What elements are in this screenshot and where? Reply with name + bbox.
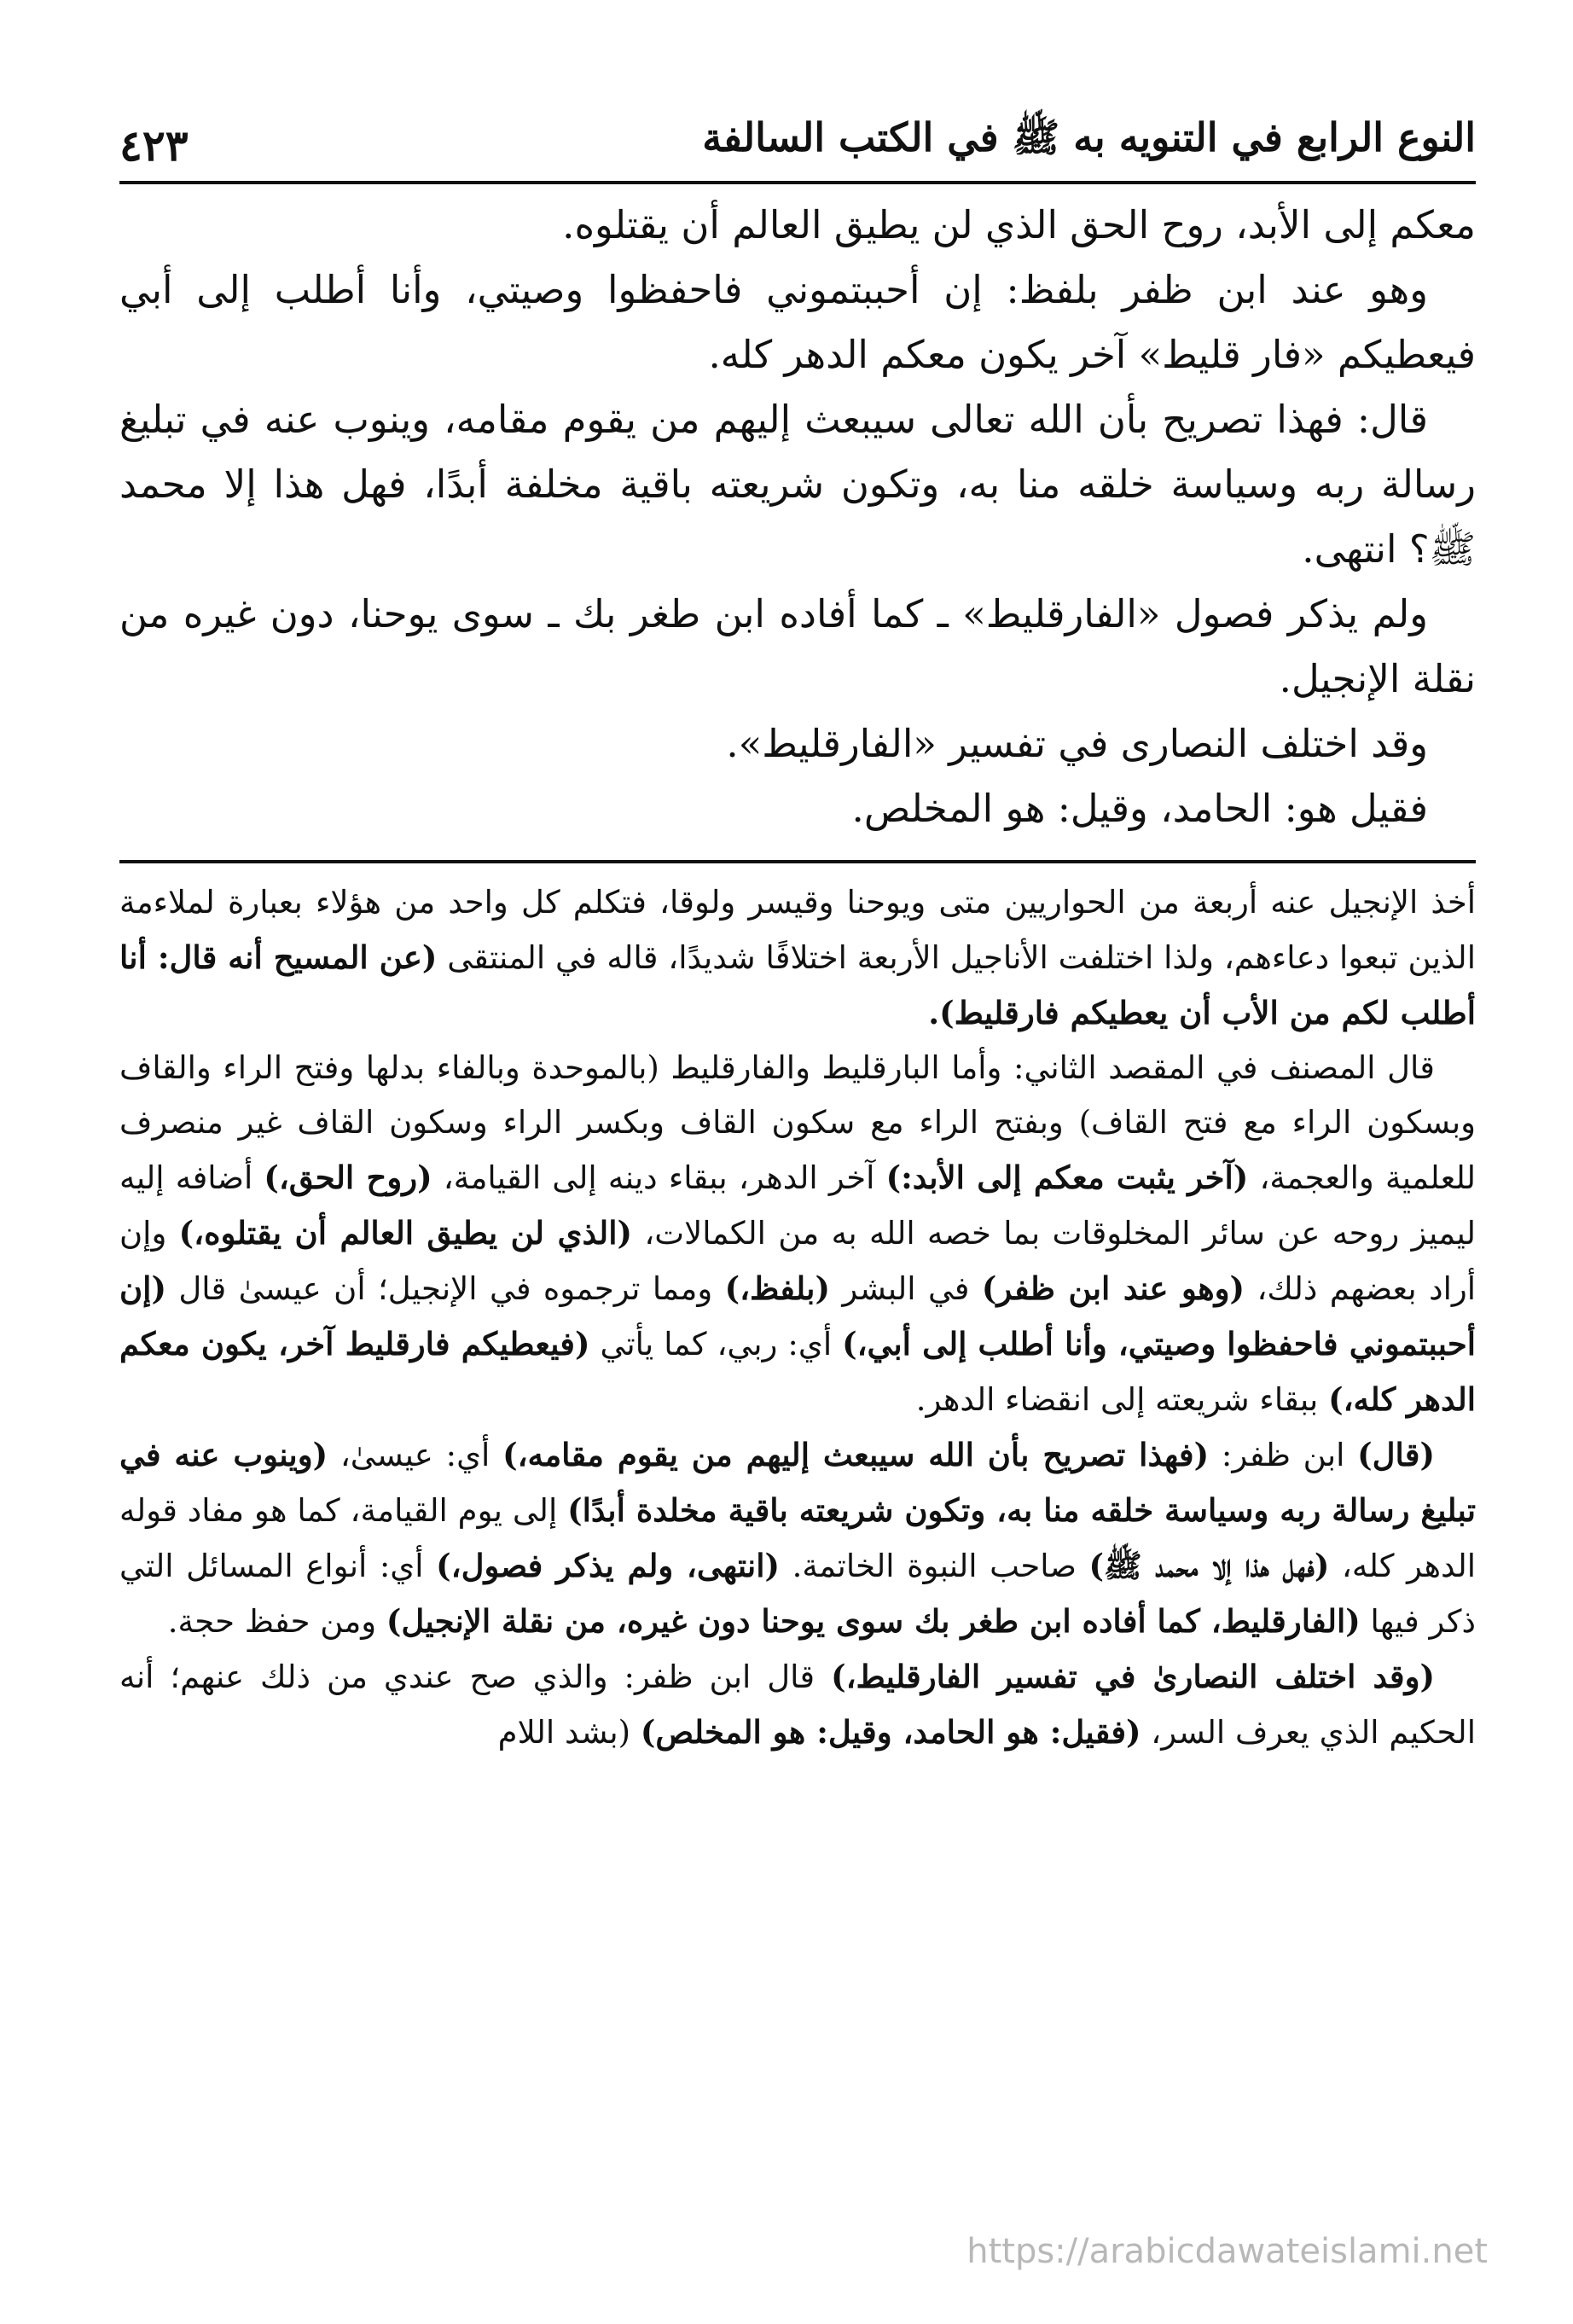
main-paragraph: قال: فهذا تصريح بأن الله تعالى سيبعث إليهم من يقوم مقامه، وينوب عنه في تبليغ رسالة ربه وسياسة خلقه منا به، وتكون شريعته باقية مخلفة أبدًا، فهل هذا إلا محمد ﷺ؟ انتهى. xyxy=(119,397,1476,572)
commentary-text: وإن أراد بعضهم ذلك، xyxy=(119,1215,1477,1307)
quoted-text: (عن المسيح أنه قال: أنا أطلب لكم من الأب أن يعطيكم فارقليط). xyxy=(119,938,1476,1031)
commentary-paragraph xyxy=(119,1649,1476,1760)
main-paragraph: وهو عند ابن ظفر بلفظ: إن أحببتموني فاحفظوا وصيتي، وأنا أطلب إلى أبي فيعطيكم «فار قليط» آخر يكون معكم الدهر كله. xyxy=(119,267,1476,377)
page-number: ٤٢٣ xyxy=(119,120,189,171)
running-title: النوع الرابع في التنويه به ﷺ في الكتب السالفة xyxy=(702,114,1476,160)
commentary-text: آخر الدهر، ببقاء دينه إلى القيامة، xyxy=(432,1159,886,1196)
quoted-text: (انتهى، ولم يذكر فصول،) xyxy=(436,1547,780,1584)
commentary-text: ومن حفظ حجة. xyxy=(167,1603,386,1640)
commentary-text: ابن ظفر: xyxy=(1209,1437,1358,1473)
quoted-text: (فقيل: هو الحامد، وقيل: هو المخلص) xyxy=(640,1713,1141,1751)
commentary-text: أي: أنواع المسائل التي ذكر فيها xyxy=(119,1548,1476,1640)
commentary-text: في البشر xyxy=(829,1270,982,1307)
commentary-section xyxy=(119,875,1476,1760)
commentary-paragraph xyxy=(119,875,1476,1041)
main-paragraph: فقيل هو: الحامد، وقيل: هو المخلص. xyxy=(851,786,1428,831)
quoted-text: (الذي لن يطيق العالم أن يقتلوه،) xyxy=(178,1214,632,1252)
quoted-text: (فهذا تصريح بأن الله سيبعث إليهم من يقوم مقامه،) xyxy=(502,1436,1210,1473)
section-divider xyxy=(119,860,1476,863)
main-paragraph: وقد اختلف النصارى في تفسير «الفارقليط». xyxy=(726,721,1428,766)
commentary-paragraph xyxy=(119,1041,1476,1427)
quoted-text: (الفارقليط، كما أفاده ابن طغر بك سوى يوحنا دون غيره، من نقلة الإنجيل) xyxy=(386,1602,1361,1640)
commentary-text: ومما ترجموه في الإنجيل؛ أن عيسىٰ قال xyxy=(165,1270,725,1307)
quoted-text: (روح الحق،) xyxy=(264,1159,432,1196)
watermark: https://arabicdawateislami.net xyxy=(966,2232,1488,2271)
commentary-text: أي: عيسىٰ، xyxy=(328,1437,503,1473)
quoted-text: (آخر يثبت معكم إلى الأبد:) xyxy=(885,1159,1249,1196)
commentary-text: قال ابن ظفر: والذي صح عندي من ذلك عنهم؛ أنه الحكيم الذي يعرف السر، xyxy=(119,1659,1476,1751)
commentary-text: صاحب النبوة الخاتمة. xyxy=(780,1548,1089,1584)
commentary-text: أي: ربي، كما يأتي xyxy=(589,1326,843,1362)
quoted-text: (فيعطيكم فارقليط آخر، يكون معكم الدهر كله،) xyxy=(119,1325,1476,1418)
main-paragraph: معكم إلى الأبد، روح الحق الذي لن يطيق العالم أن يقتلوه. xyxy=(562,202,1476,247)
book-page xyxy=(119,94,1476,2244)
commentary-paragraph xyxy=(119,1427,1476,1649)
commentary-text: قال المصنف في المقصد الثاني: وأما البارقليط والفارقليط (بالموحدة وبالفاء بدلها وفتح الراء والقاف وبسكون الراء مع فتح القاف) وبفتح الراء مع سكون القاف وبكسر الراء وسكون القاف غير منصرف للعلمية والعجمة، xyxy=(119,1049,1476,1196)
quoted-text: (إن أحببتموني فاحفظوا وصيتي، وأنا أطلب إلى أبي،) xyxy=(119,1269,1476,1362)
commentary-text: ببقاء شريعته إلى انقضاء الدهر. xyxy=(915,1381,1329,1418)
commentary-text: أخذ الإنجيل عنه أربعة من الحواريين متى ويوحنا وقيسر ولوقا، فتكلم كل واحد من هؤلاء بعبارة لملاءمة الذين تبعوا دعاءهم، ولذا اختلفت الأناجيل الأربعة اختلافًا شديدًا، قاله في المنتقى xyxy=(119,884,1476,976)
quoted-text: (قال) xyxy=(1357,1436,1435,1473)
quoted-text: (بلفظ،) xyxy=(724,1269,830,1307)
quoted-text: (فهل هذا إلا محمد ﷺ) xyxy=(1088,1547,1330,1584)
quoted-text: (وينوب عنه في تبليغ رسالة ربه وسياسة خلقه منا به، وتكون شريعته باقية مخلدة أبدًا) xyxy=(119,1436,1476,1529)
quoted-text: (وقد اختلف النصارىٰ في تفسير الفارقليط،) xyxy=(831,1658,1435,1695)
main-text xyxy=(119,184,1476,841)
quoted-text: (وهو عند ابن ظفر) xyxy=(981,1269,1245,1307)
commentary-text: أضافه إليه ليميز روحه عن سائر المخلوقات بما خصه الله به من الكمالات، xyxy=(119,1159,1476,1252)
main-paragraph: ولم يذكر فصول «الفارقليط» ـ كما أفاده ابن طغر بك ـ سوى يوحنا، دون غيره من نقلة الإنجيل. xyxy=(119,591,1476,701)
commentary-text: إلى يوم القيامة، كما هو مفاد قوله الدهر كله، xyxy=(119,1492,1477,1584)
page-header xyxy=(119,94,1476,184)
commentary-text: (بشد اللام xyxy=(497,1714,641,1751)
